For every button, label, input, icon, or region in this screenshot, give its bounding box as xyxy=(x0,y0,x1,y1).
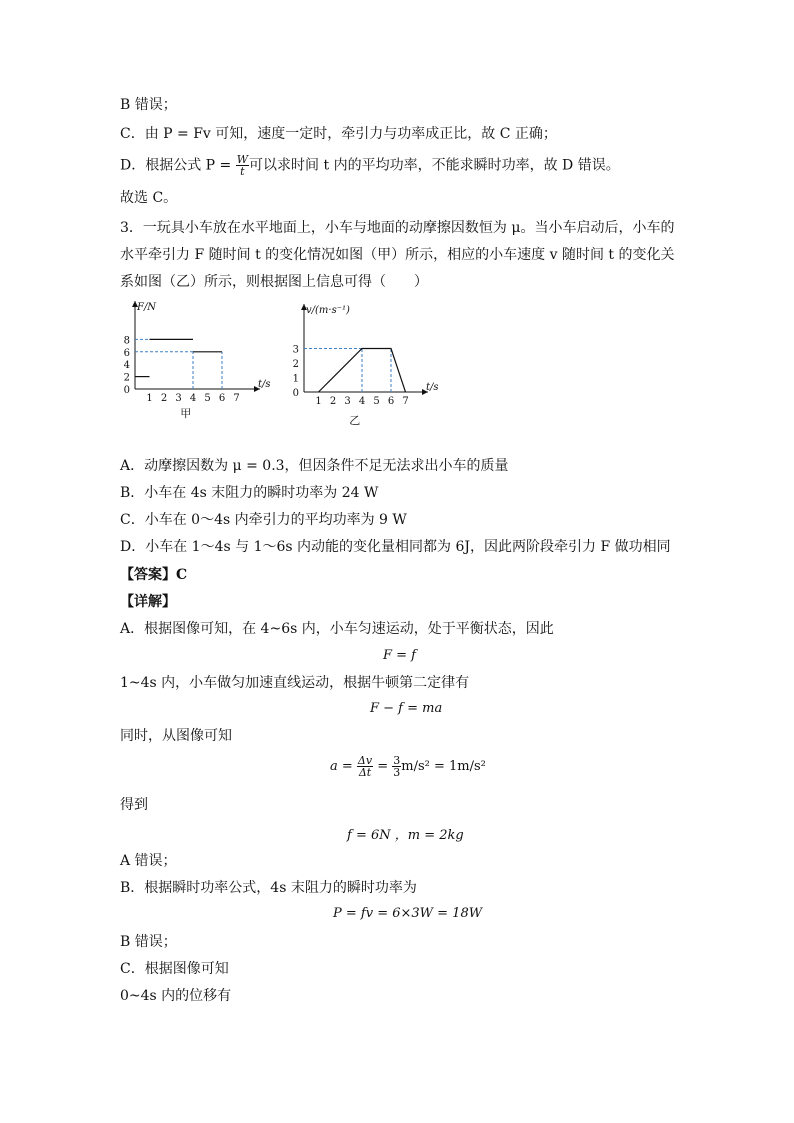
explain-a-5: A 错误； xyxy=(120,853,177,869)
equation-acceleration xyxy=(330,755,486,778)
three-num: 3 xyxy=(393,754,401,767)
x-tick-label-6: 6 xyxy=(218,393,226,404)
three-over-three xyxy=(392,755,401,778)
equation-newton: F − f = ma xyxy=(370,701,443,716)
x-axis-label: t/s xyxy=(258,379,271,390)
x-tick-label-7: 7 xyxy=(233,393,240,404)
frac-num: W xyxy=(236,153,249,166)
x-tick-label-4: 4 xyxy=(189,393,197,404)
w-over-t-fraction xyxy=(236,154,249,177)
option-b: B．小车在 4s 末阻力的瞬时功率为 24 W xyxy=(120,485,379,501)
equation-f-eq: F = f xyxy=(383,648,416,663)
x-tick-label-2: 2 xyxy=(329,396,337,407)
chart-yi xyxy=(288,296,458,436)
option-c: C．小车在 0～4s 内牵引力的平均功率为 9 W xyxy=(120,512,407,528)
dt: Δt xyxy=(358,766,372,779)
x-tick-label-5: 5 xyxy=(373,396,380,407)
chart-jia xyxy=(115,296,285,426)
answer-label: 【答案】C xyxy=(120,567,188,583)
x-tick-label-5: 5 xyxy=(204,393,211,404)
x-tick-label-6: 6 xyxy=(387,396,395,407)
d-post: 可以求时间 t 内的平均功率，不能求瞬时功率，故 D 错误。 xyxy=(249,157,620,174)
y-tick-label-1: 1 xyxy=(292,373,299,385)
q3-line-3: 系如图（乙）所示，则根据图上信息可得（ ） xyxy=(120,274,428,290)
x-tick-label-2: 2 xyxy=(160,393,168,404)
equation-result: f = 6N ，m = 2kg xyxy=(347,828,464,843)
eq3-a: a = xyxy=(330,759,357,774)
option-d: D．小车在 1～4s 与 1～6s 内动能的变化量相同都为 6J，因此两阶段牵引力 F 做功相同 xyxy=(120,539,671,555)
q3-line-1: 3．一玩具小车放在水平地面上，小车与地面的动摩擦因数恒为 μ。当小车启动后，小车的 xyxy=(120,220,675,236)
q3-line-2: 水平牵引力 F 随时间 t 的变化情况如图（甲）所示，相应的小车速度 v 随时间 t 的变化关 xyxy=(120,247,675,263)
x-tick-label-3: 3 xyxy=(344,396,351,407)
line-b-wrong-1: B 错误； xyxy=(120,97,177,113)
x-tick-label-7: 7 xyxy=(402,396,409,407)
x-tick-label-1: 1 xyxy=(146,393,153,404)
explain-c-2: 0~4s 内的位移有 xyxy=(120,988,232,1004)
eq3-eq: = xyxy=(373,759,393,774)
x-axis-label: t/s xyxy=(426,382,439,393)
chart-caption: 甲 xyxy=(180,407,192,420)
x-tick-label-4: 4 xyxy=(358,396,366,407)
explain-b-1: B．根据瞬时功率公式，4s 末阻力的瞬时功率为 xyxy=(120,880,417,896)
three-den: 3 xyxy=(393,766,401,779)
dv-dt-fraction xyxy=(357,755,373,778)
y-axis-label: F/N xyxy=(137,302,157,313)
detail-label: 【详解】 xyxy=(120,594,176,610)
frac-den: t xyxy=(240,165,245,178)
option-a: A．动摩擦因数为 μ = 0.3，但因条件不足无法求出小车的质量 xyxy=(120,458,509,474)
d-pre: D．根据公式 P = xyxy=(120,157,236,174)
line-choose-c: 故选 C。 xyxy=(120,190,178,206)
origin-label: 0 xyxy=(123,385,130,396)
explain-b-2: B 错误； xyxy=(120,934,177,950)
chart-caption: 乙 xyxy=(349,414,361,427)
x-tick-label-3: 3 xyxy=(175,393,182,404)
y-tick-label-2: 2 xyxy=(123,372,130,384)
origin-label: 0 xyxy=(292,388,299,399)
dv: Δv xyxy=(357,754,373,767)
y-tick-label-3: 3 xyxy=(292,344,299,356)
y-tick-label-8: 8 xyxy=(123,335,130,347)
y-tick-label-2: 2 xyxy=(292,359,299,370)
explain-a-1: A．根据图像可知，在 4~6s 内，小车匀速运动，处于平衡状态，因此 xyxy=(120,621,554,637)
y-tick-label-4: 4 xyxy=(123,360,130,372)
line-d-statement xyxy=(120,154,620,177)
explain-a-4: 得到 xyxy=(120,797,148,813)
equation-power: P = fv = 6×3W = 18W xyxy=(333,906,483,921)
y-tick-label-6: 6 xyxy=(123,347,130,359)
x-tick-label-1: 1 xyxy=(315,396,322,407)
explain-c-1: C．根据图像可知 xyxy=(120,961,229,977)
explain-a-3: 同时，从图像可知 xyxy=(120,728,232,744)
explain-a-2: 1~4s 内，小车做匀加速直线运动，根据牛顿第二定律有 xyxy=(120,675,470,691)
line-c-statement: C．由 P = Fv 可知，速度一定时，牵引力与功率成正比，故 C 正确； xyxy=(120,126,557,142)
eq3-tail: m/s² = 1m/s² xyxy=(401,759,486,774)
y-axis-label: v/(m·s⁻¹) xyxy=(306,305,350,316)
